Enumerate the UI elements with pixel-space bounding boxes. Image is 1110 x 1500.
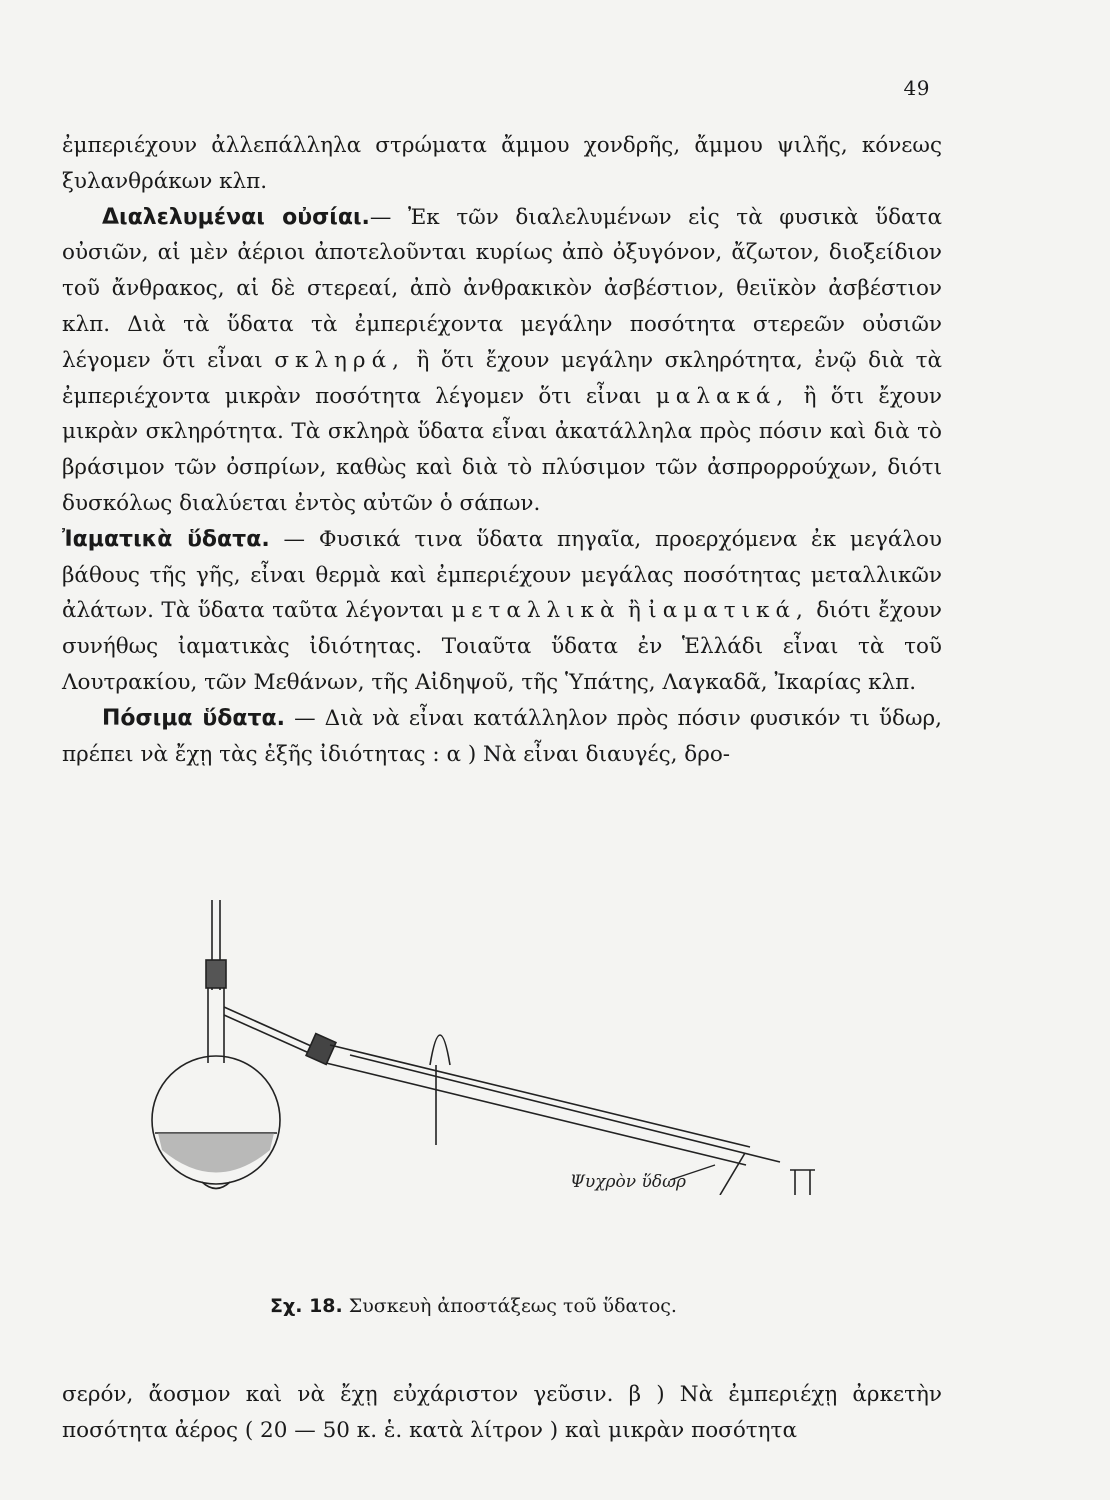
emphasis-hard: σκληρά, — [274, 347, 405, 373]
figure-caption-text: Συσκευὴ ἀποστάξεως τοῦ ὕδατος. — [348, 1295, 677, 1317]
paragraph-dissolved-substances — [62, 200, 942, 522]
paragraph-text: — Διὰ νὰ εἶναι κατάλληλον πρὸς πόσιν φυσικόν τι ὕδωρ, πρέπει νὰ ἔχῃ τὰς ἑξῆς ἰδιότητας : α ) Νὰ εἶναι διαυγές, δρο- — [62, 705, 943, 767]
paragraph-text: — Ἐκ τῶν διαλελυμένων εἰς τὰ φυσικὰ ὕδατα οὐσιῶν, αἱ μὲν ἀέριοι ἀποτελοῦνται κυρίως ἀπὸ ὀξυγόνον, ἄζωτον, διοξείδιον τοῦ ἄνθρακος, αἱ δὲ στερεαί, ἀπὸ ἀνθρακικὸν ἀσβέστιον, θειϊκὸν ἀσβέστιον κλπ. Διὰ τὰ ὕδατα τὰ ἐμπεριέχοντα μεγάλην ποσότητα στερεῶν οὐσιῶν λέγομεν ὅτι εἶναι — [62, 204, 942, 373]
paragraph-text: ἢ ὅτι ἔχουν μεγάλην σκληρότητα, ἐνῷ διὰ τὰ ἐμπεριέχοντα μικρὰν ποσότητα λέγομεν ὅτι εἶναι — [62, 347, 943, 409]
paragraph-intro: ἐμπεριέχουν ἀλλεπάλληλα στρώματα ἄμμου χονδρῆς, ἄμμου ψιλῆς, κόνεως ξυλανθράκων κλπ. — [62, 133, 942, 194]
cold-water-label: Ψυχρὸν ὕδωρ — [570, 1172, 686, 1192]
paragraph-text: ἢ — [627, 598, 641, 624]
page-number: 49 — [903, 76, 930, 100]
paragraph-text: — Φυσικά τινα ὕδατα πηγαῖα, προερχόμενα ἐκ μεγάλου βάθους τῆς γῆς, εἶναι θερμὰ καὶ ἐμπεριέχουν μεγάλας ποσότητας μεταλλικῶν ἀλάτων. Τὰ ὕδατα ταῦτα λέγονται — [62, 526, 942, 624]
section-heading-healing: Ἰαματικὰ ὕδατα. — [62, 526, 270, 552]
emphasis-metallic: μεταλλικὰ — [451, 598, 621, 624]
figure-caption — [270, 1295, 677, 1317]
emphasis-healing: ἰαματικά, — [648, 598, 809, 624]
paragraph-drinking-water — [62, 701, 942, 773]
section-heading-dissolved: Διαλελυμέναι οὐσίαι. — [102, 204, 370, 230]
emphasis-soft: μαλακά, — [655, 383, 790, 409]
section-heading-drinking: Πόσιμα ὕδατα. — [102, 705, 286, 731]
paragraph-healing-waters — [62, 522, 942, 701]
paragraph-text: ἢ ὅτι ἔχουν μικρὰν σκληρότητα. Τὰ σκληρὰ ὕδατα εἶναι ἀκατάλληλα πρὸς πόσιν καὶ διὰ τὸ βράσιμον τῶν ὀσπρίων, καθὼς καὶ διὰ τὸ πλύσιμον τῶν ἀσπρορρούχων, διότι δυσκόλως διαλύεται ἐντὸς αὐτῶν ὁ σάπων. — [62, 383, 942, 516]
continuation-text — [62, 1377, 942, 1449]
main-text — [62, 128, 942, 772]
paragraph-text: διότι ἔχουν συνήθως ἰαματικὰς ἰδιότητας. Τοιαῦτα ὕδατα ἐν Ἑλλάδι εἶναι τὰ τοῦ Λουτρακίου, τῶν Μεθάνων, τῆς Αἰδηψοῦ, τῆς Ὑπάτης, Λαγκαδᾶ, Ἰκαρίας κλπ. — [62, 598, 942, 695]
paragraph-continuation: σερόν, ἄοσμον καὶ νὰ ἔχῃ εὐχάριστον γεῦσιν. β ) Νὰ ἐμπεριέχῃ ἀρκετὴν ποσότητα ἀέρος ( 20 — 50 κ. ἑ. κατὰ λίτρον ) καὶ μικρὰν ποσότητα — [62, 1382, 942, 1443]
figure-label: Σχ. 18. — [270, 1295, 343, 1317]
distillation-apparatus-illustration — [150, 895, 850, 1195]
